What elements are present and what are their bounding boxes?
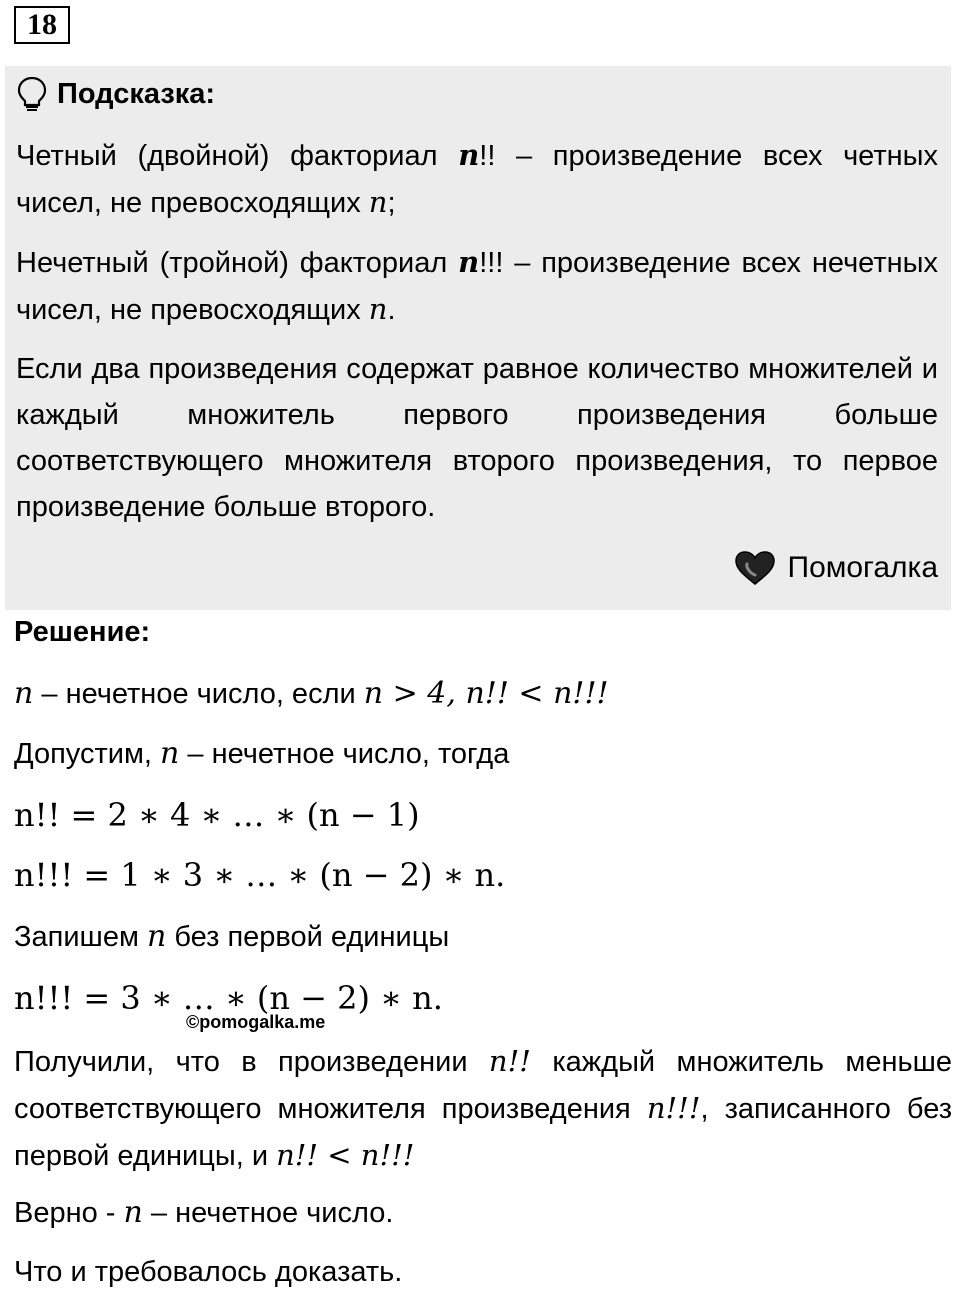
- solution-line-3: Запишем n без первой единицы: [14, 919, 450, 954]
- equation-triple-factorial: n!!! = 1 ∗ 3 ∗ … ∗ (n − 2) ∗ n.: [14, 856, 506, 894]
- hint-box: [5, 66, 951, 610]
- task-number: 18: [14, 6, 70, 44]
- equation-triple-factorial-reduced: n!!! = 3 ∗ … ∗ (n − 2) ∗ n.: [14, 979, 443, 1017]
- solution-line-4: Верно - n – нечетное число.: [14, 1195, 394, 1230]
- hint-paragraph-even: Четный (двойной) факториал n!! – произведение всех четных чисел, не превосходящих n;: [16, 138, 938, 219]
- hint-paragraph-odd: Нечетный (тройной) факториал n!!! – произведение всех нечетных чисел, не превосходящих n.: [16, 245, 938, 326]
- hint-title-text: Подсказка:: [57, 77, 216, 110]
- equation-double-factorial: n!! = 2 ∗ 4 ∗ … ∗ (n − 1): [14, 796, 420, 834]
- hint-paragraph-rule: Если два произведения содержат равное количество множителей и каждый множитель первого произведения больше соответствующего множителя второго произведения, то первое произведение больше второго.: [16, 353, 938, 523]
- solution-conclusion-paragraph: Получили, что в произведении n!! каждый множитель меньше соответствующего множителя произведения n!!!, записанного без первой единицы, и n!! < n!!!: [14, 1044, 953, 1172]
- hint-title: [17, 76, 215, 112]
- solution-line-2: Допустим, n – нечетное число, тогда: [14, 736, 510, 771]
- brand-name: Помогалка: [787, 551, 938, 584]
- solution-line-1: n – нечетное число, если n > 4, n!! < n!!!: [14, 676, 609, 711]
- solution-end: Что и требовалось доказать.: [14, 1256, 403, 1288]
- heart-icon: [734, 550, 776, 586]
- solution-title: Решение:: [14, 616, 151, 648]
- watermark: ©pomogalka.me: [186, 1012, 326, 1032]
- lightbulb-icon: [17, 76, 47, 112]
- brand: [734, 550, 939, 586]
